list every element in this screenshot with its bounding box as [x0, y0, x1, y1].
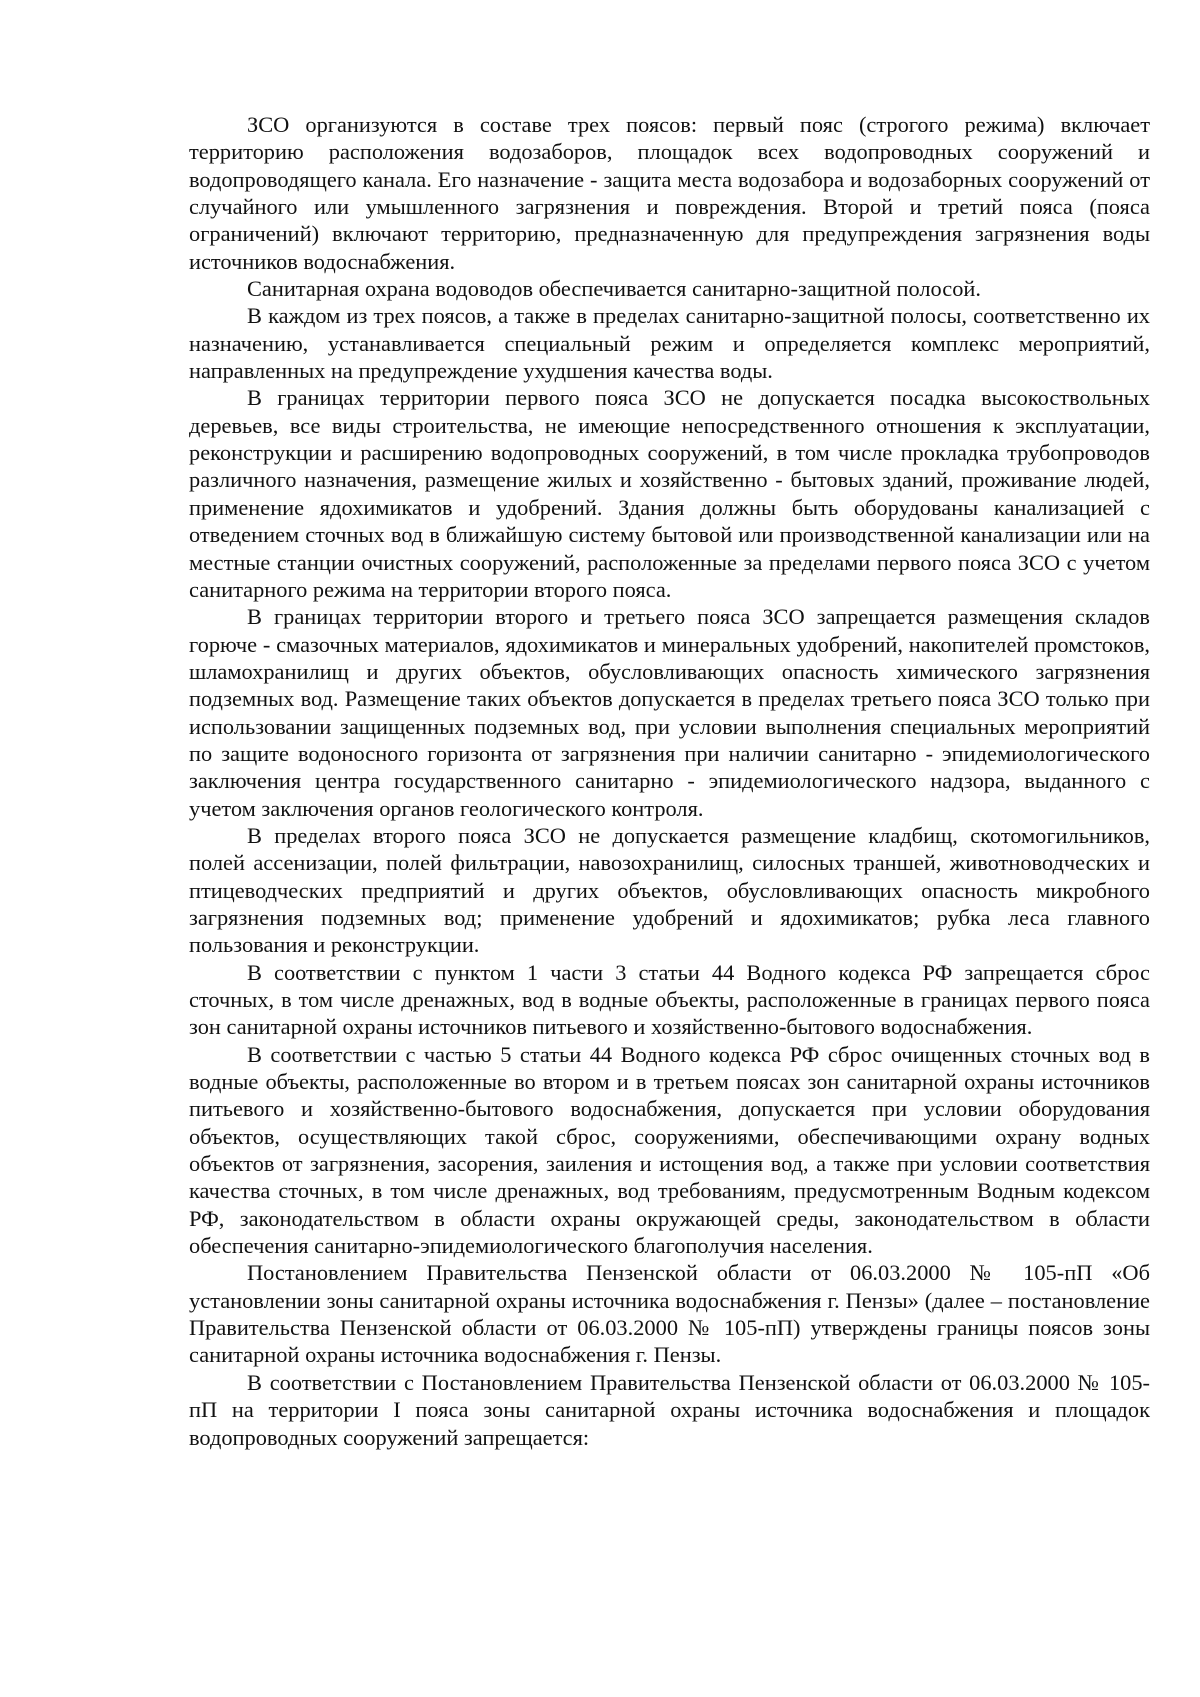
paragraph-special-regime: В каждом из трех поясов, а также в пределах санитарно-защитной полосы, соответственно их назначению, устанавливается специальный режим и определяется комплекс мероприятий, направленных на предупреждение ухудшения качества воды.: [189, 303, 1150, 384]
paragraph-first-belt-restrictions: В границах территории первого пояса ЗСО не допускается посадка высокоствольных деревьев, все виды строительства, не имеющие непосредственного отношения к эксплуатации, реконструкции и расширению водопроводных сооружений, в том числе прокладка трубопроводов различного назначения, размещение жилых и хозяйственно - бытовых зданий, проживание людей, применение ядохимикатов и удобрений. Здания должны быть оборудованы канализацией с отведением сточных вод в ближайшую систему бытовой или производственной канализации или на местные станции очистных сооружений, расположенные за пределами первого пояса ЗСО с учетом санитарного режима на территории второго пояса.: [189, 385, 1150, 602]
paragraph-water-code-article-44-part-3: В соответствии с пунктом 1 части 3 статьи 44 Водного кодекса РФ запрещается сброс сточных, в том числе дренажных, вод в водные объекты, расположенные в границах первого пояса зон санитарной охраны источников питьевого и хозяйственно-бытового водоснабжения.: [189, 959, 1150, 1040]
paragraph-penza-resolution: Постановлением Правительства Пензенской области от 06.03.2000 № 105-пП «Об установлении зоны санитарной охраны источника водоснабжения г. Пензы» (далее – постановление Правительства Пензенской области от 06.03.2000 № 105-пП) утверждены границы поясов зоны санитарной охраны источника водоснабжения г. Пензы.: [189, 1260, 1150, 1368]
paragraph-belt-one-prohibited: В соответствии с Постановлением Правительства Пензенской области от 06.03.2000 № 105-пП на территории I пояса зоны санитарной охраны источника водоснабжения и площадок водопроводных сооружений запрещается:: [189, 1369, 1150, 1450]
paragraph-second-third-belt-restrictions: В границах территории второго и третьего пояса ЗСО запрещается размещения складов горюче - смазочных материалов, ядохимикатов и минеральных удобрений, накопителей промстоков, шламохранилищ и других объектов, обусловливающих опасность химического загрязнения подземных вод. Размещение таких объектов допускается в пределах третьего пояса ЗСО только при использовании защищенных подземных вод, при условии выполнения специальных мероприятий по защите водоносного горизонта от загрязнения при наличии санитарно - эпидемиологического заключения центра государственного санитарно - эпидемиологического надзора, выданного с учетом заключения органов геологического контроля.: [189, 604, 1150, 821]
document-body: [189, 111, 1150, 1451]
paragraph-water-code-article-44-part-5: В соответствии с частью 5 статьи 44 Водного кодекса РФ сброс очищенных сточных вод в водные объекты, расположенные во втором и в третьем поясах зон санитарной охраны источников питьевого и хозяйственно-бытового водоснабжения, допускается при условии оборудования объектов, осуществляющих такой сброс, сооружениями, обеспечивающими охрану водных объектов от загрязнения, засорения, заиления и истощения вод, а также при условии соответствия качества сточных, в том числе дренажных, вод требованиям, предусмотренным Водным кодексом РФ, законодательством в области охраны окружающей среды, законодательством в области обеспечения санитарно-эпидемиологического благополучия населения.: [189, 1041, 1150, 1259]
paragraph-water-conduits: Санитарная охрана водоводов обеспечивается санитарно-защитной полосой.: [247, 276, 982, 302]
paragraph-zso-belts: ЗСО организуются в составе трех поясов: первый пояс (строгого режима) включает территорию расположения водозаборов, площадок всех водопроводных сооружений и водопроводящего канала. Его назначение - защита места водозабора и водозаборных сооружений от случайного или умышленного загрязнения и повреждения. Второй и третий пояса (пояса ограничений) включают территорию, предназначенную для предупреждения загрязнения воды источников водоснабжения.: [189, 112, 1150, 274]
paragraph-second-belt-prohibitions: В пределах второго пояса ЗСО не допускается размещение кладбищ, скотомогильников, полей ассенизации, полей фильтрации, навозохранилищ, силосных траншей, животноводческих и птицеводческих предприятий и других объектов, обусловливающих опасность микробного загрязнения подземных вод; применение удобрений и ядохимикатов; рубка леса главного пользования и реконструкции.: [189, 822, 1150, 958]
